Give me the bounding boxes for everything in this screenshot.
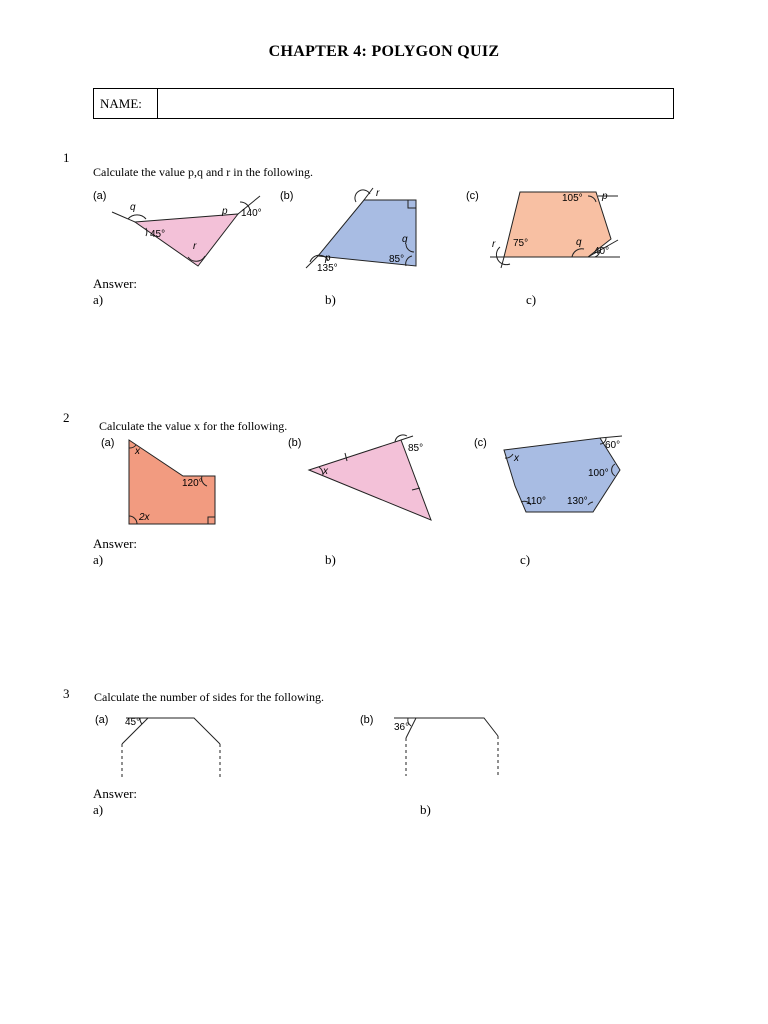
q1-c-label-p: p	[602, 191, 608, 202]
q2-c-label-110: 110°	[526, 496, 546, 507]
question-2-prompt: Calculate the value x for the following.	[99, 419, 288, 433]
q1-c-label-q: q	[576, 237, 582, 248]
q1-triangle-a	[112, 196, 262, 266]
q2-c-label-60: 60°	[605, 440, 621, 451]
q1-answer-c: c)	[526, 292, 537, 307]
question-2-figures	[95, 434, 645, 526]
question-number-2: 2	[63, 410, 70, 425]
q3-a-label-45: 45°	[125, 717, 141, 728]
q2-part-a-label: (a)	[101, 437, 115, 449]
q2-answer-label: Answer:	[93, 536, 138, 551]
q1-quadrilateral-b	[306, 188, 416, 274]
q2-c-label-x: x	[514, 453, 519, 464]
q2-c-label-100: 100°	[588, 468, 609, 479]
q1-part-a-label: (a)	[93, 190, 107, 202]
q3-answer-a: a)	[93, 802, 104, 817]
q1-c-label-r: r	[492, 239, 496, 250]
q2-pentagon-a	[129, 440, 215, 524]
q2-hexagon-c	[504, 436, 622, 512]
q1-answer-label: Answer:	[93, 276, 138, 291]
name-label: NAME:	[94, 89, 158, 118]
q2-a-label-120: 120°	[182, 478, 203, 489]
page-title: CHAPTER 4: POLYGON QUIZ	[268, 43, 500, 60]
q1-c-label-75: 75°	[513, 238, 529, 249]
q2-answer-a: a)	[93, 552, 104, 567]
q1-b-label-p: p	[325, 253, 331, 264]
q1-b-label-135: 135°	[317, 263, 338, 274]
q1-answer-b: b)	[325, 292, 336, 307]
q3-b-label-36: 36°	[394, 722, 410, 733]
q1-a-label-r: r	[193, 241, 197, 252]
q2-c-label-130: 130°	[567, 496, 588, 507]
q1-b-label-85: 85°	[389, 254, 405, 265]
q1-a-label-q: q	[130, 202, 136, 213]
q3-answer-label: Answer:	[93, 786, 138, 801]
q1-pentagon-c	[490, 191, 620, 268]
q1-c-label-105: 105°	[562, 193, 583, 204]
q2-answer-b: b)	[325, 552, 336, 567]
q1-b-label-q: q	[402, 234, 408, 245]
question-3-prompt: Calculate the number of sides for the following.	[94, 690, 324, 704]
q2-b-label-85: 85°	[408, 443, 424, 454]
question-1-figures	[88, 182, 648, 274]
q1-part-c-label: (c)	[466, 190, 479, 202]
q3-polygon-b	[394, 718, 498, 776]
question-1-prompt: Calculate the value p,q and r in the following.	[93, 165, 313, 179]
q2-triangle-b	[309, 435, 431, 520]
q3-part-a-label: (a)	[95, 714, 109, 726]
q2-a-label-2x: 2x	[139, 512, 150, 523]
q1-b-label-r: r	[376, 188, 380, 199]
q1-a-label-45: 45°	[150, 229, 166, 240]
name-box[interactable]	[93, 88, 674, 119]
q2-a-label-x: x	[135, 446, 140, 457]
q1-a-label-p: p	[222, 206, 228, 217]
question-3-figures	[90, 708, 510, 782]
q3-part-b-label: (b)	[360, 714, 374, 726]
q1-part-b-label: (b)	[280, 190, 294, 202]
q3-answer-b: b)	[420, 802, 431, 817]
q2-part-c-label: (c)	[474, 437, 487, 449]
q1-answer-a: a)	[93, 292, 104, 307]
q2-b-label-x: x	[323, 466, 328, 477]
question-number-1: 1	[63, 150, 70, 165]
q1-a-label-140: 140°	[241, 208, 262, 219]
q3-polygon-a	[122, 717, 220, 780]
q2-answer-c: c)	[520, 552, 531, 567]
question-number-3: 3	[63, 686, 70, 701]
q1-c-label-40: 40°	[594, 246, 610, 257]
q2-part-b-label: (b)	[288, 437, 302, 449]
